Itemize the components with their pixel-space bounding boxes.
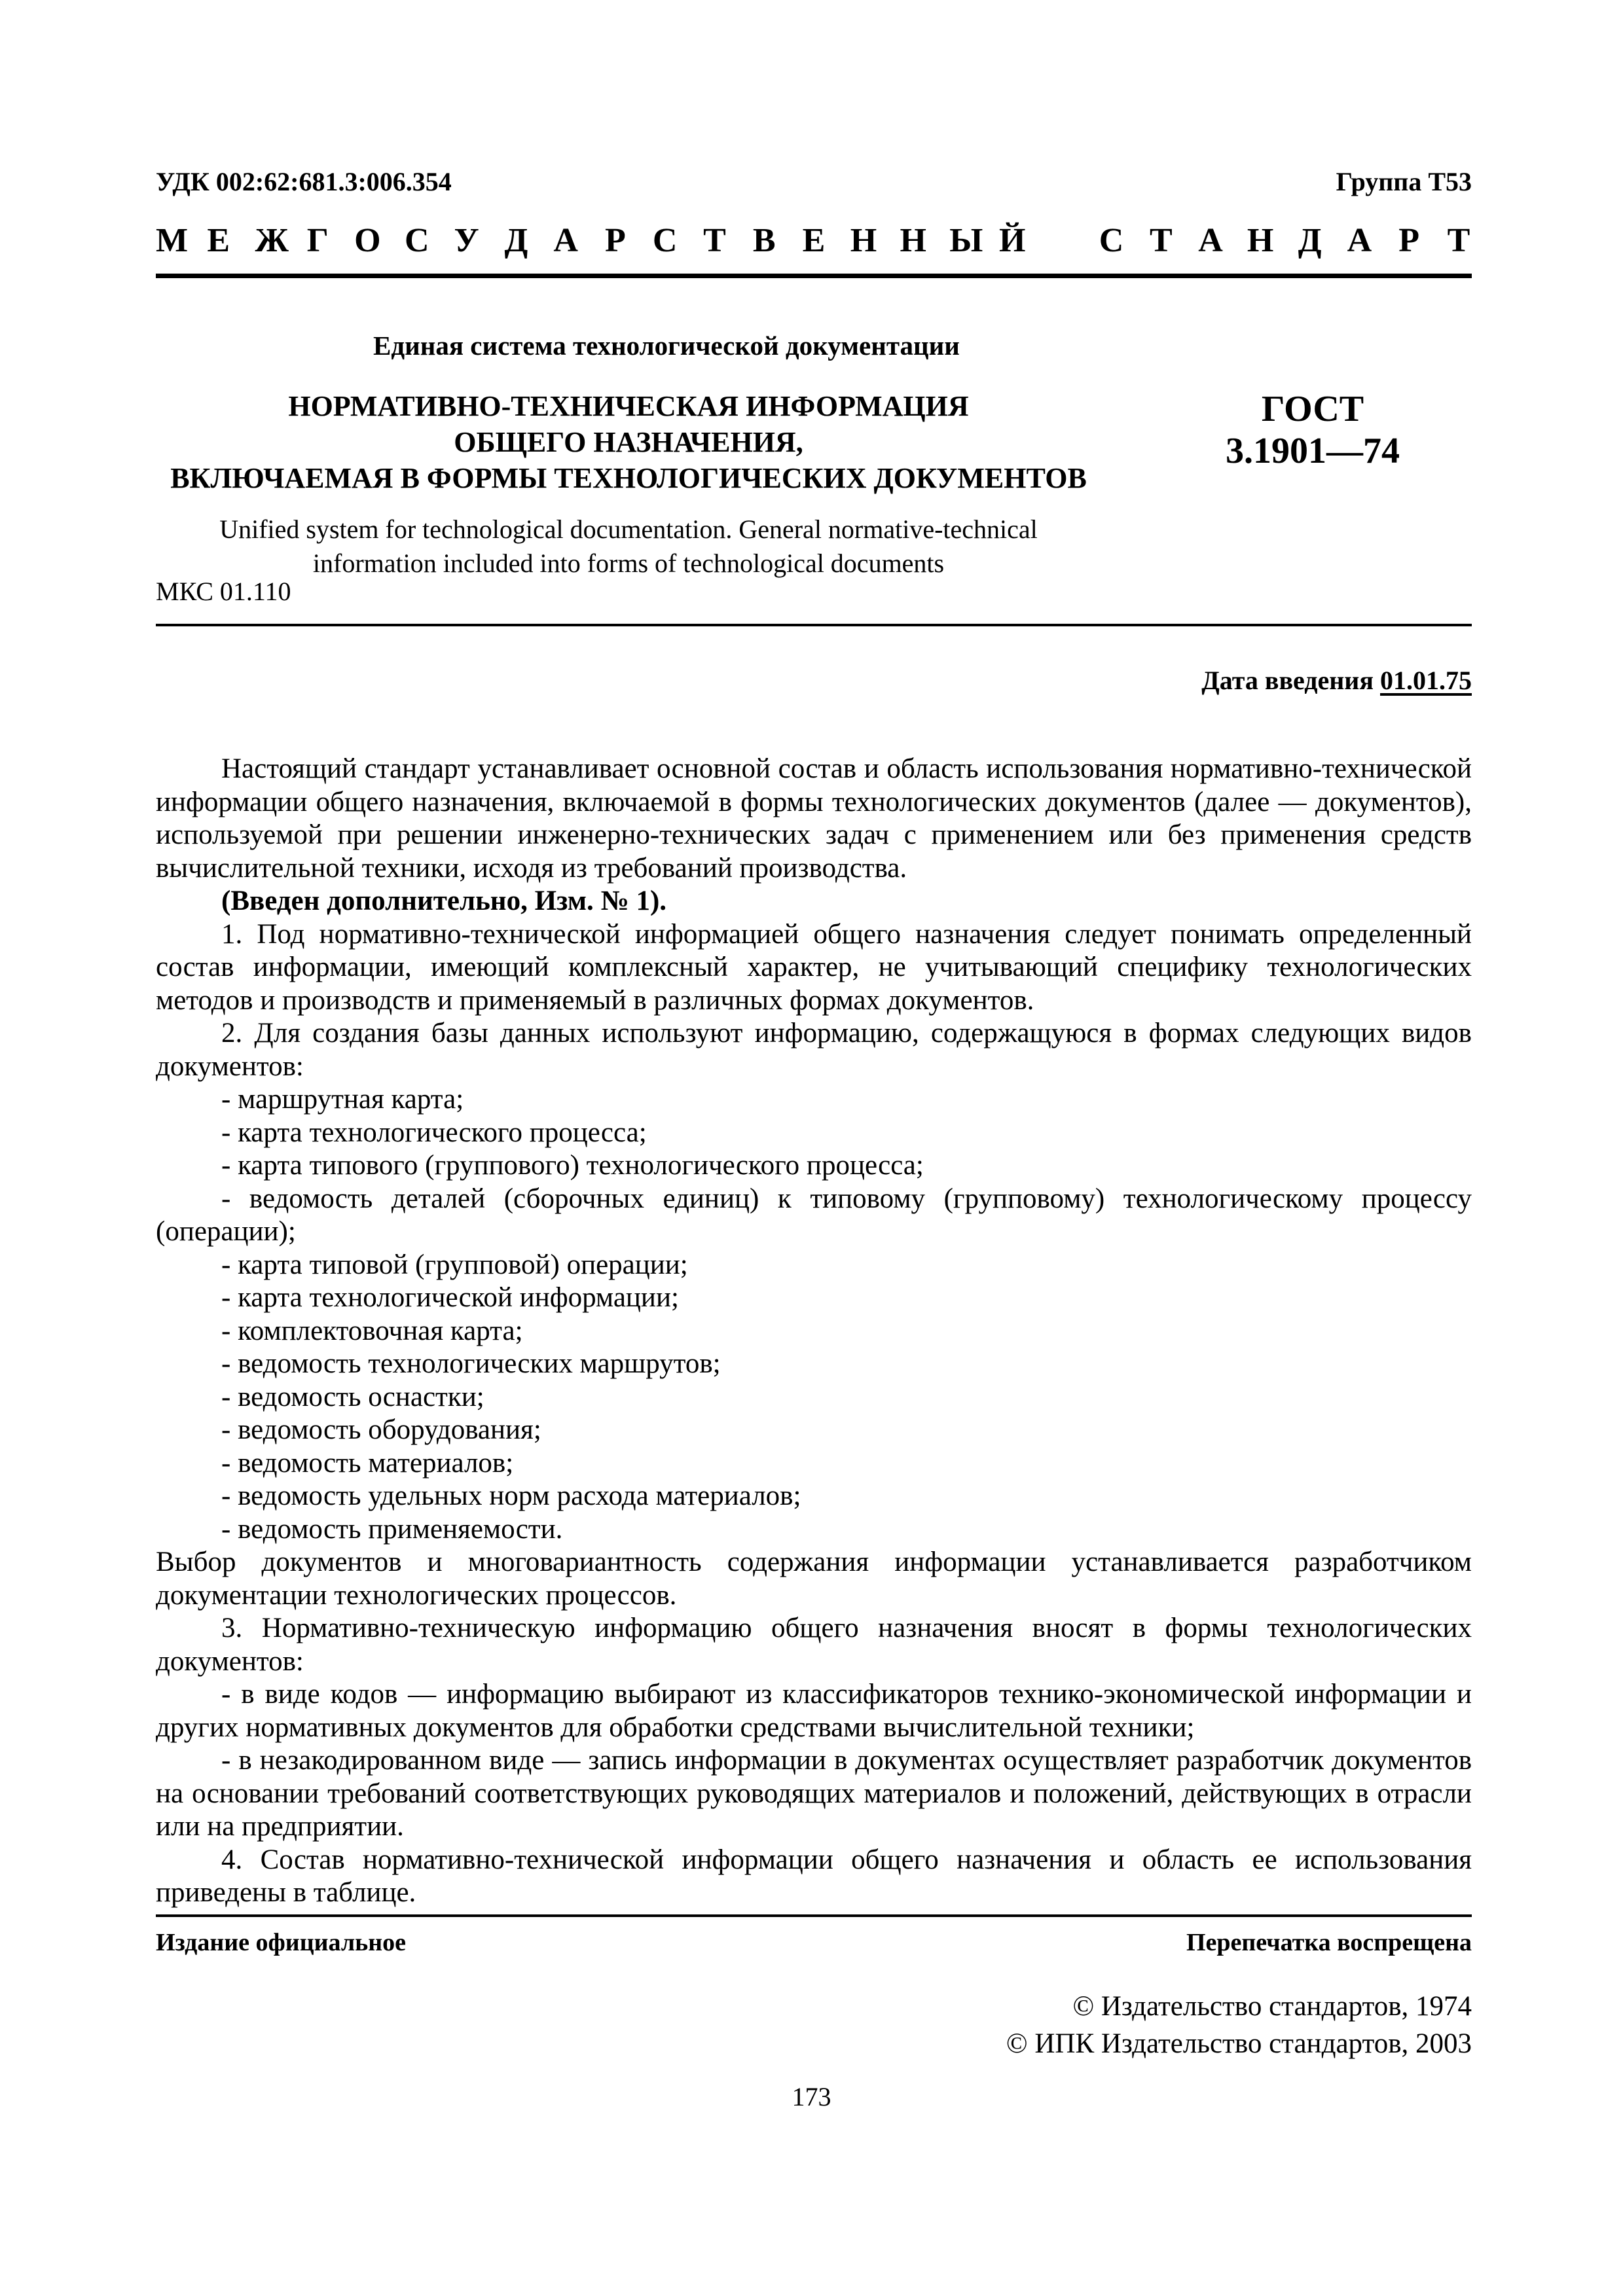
banner-letter: Ы xyxy=(949,221,983,259)
footer-rule xyxy=(156,1914,1472,1917)
banner-letter: А xyxy=(553,221,578,259)
mks-code: МКС 01.110 xyxy=(156,577,291,606)
clause-3-uncoded: - в незакодированном виде — запись информации в документах осуществляет разработчик документов на основании требований соответствующих руководящих материалов и положений, действующих в отрасли или на предприятии. xyxy=(156,1745,1472,1842)
banner-letter: А xyxy=(1198,221,1223,259)
intro-paragraph: Настоящий стандарт устанавливает основной состав и область использования нормативно-технической информации общего назначения, включаемой в формы технологических документов (далее — документов), используемой при решении инженерно-технических задач с применением или без применения средств вычислительной техники, исходя из требований производства. xyxy=(156,753,1472,884)
document-title xyxy=(157,388,1100,496)
english-title xyxy=(157,512,1100,581)
banner-letter: С xyxy=(405,221,429,259)
banner-letter: Р xyxy=(1398,221,1420,259)
banner-letter: М xyxy=(156,221,189,259)
list-item: - комплектовочная карта; xyxy=(221,1315,523,1346)
banner-letter: Д xyxy=(504,221,528,259)
english-title-line-2: information included into forms of technological documents xyxy=(312,548,945,578)
banner-letter: Т xyxy=(1149,221,1173,259)
list-item: - карта типовой (групповой) операции; xyxy=(221,1249,688,1280)
interstate-standard-banner xyxy=(156,218,1472,262)
introduction-date xyxy=(1201,665,1472,696)
list-item: - ведомость оснастки; xyxy=(221,1381,484,1412)
group-code: Группа Т53 xyxy=(1336,167,1472,196)
gost-label: ГОСТ xyxy=(1261,389,1364,429)
banner-letter: С xyxy=(652,221,678,259)
list-item: - маршрутная карта; xyxy=(221,1084,464,1115)
banner-letter: Г xyxy=(306,221,329,259)
list-item: - ведомость удельных норм расхода материалов; xyxy=(221,1480,801,1511)
title-line-2: ОБЩЕГО НАЗНАЧЕНИЯ, xyxy=(454,426,803,458)
banner-letter: У xyxy=(454,221,479,259)
clause-4: 4. Состав нормативно-технической информации общего назначения и область ее использования приведены в таблице. xyxy=(156,1844,1472,1908)
list-item: - ведомость деталей (сборочных единиц) к типовому (групповому) технологическому процессу (операции); xyxy=(156,1183,1472,1247)
list-item: - ведомость технологических маршрутов; xyxy=(221,1348,721,1379)
banner-letter: Н xyxy=(900,221,926,259)
english-title-line-1: Unified system for technological documentation. General normative-technical xyxy=(219,514,1038,544)
clause-3: 3. Нормативно-техническую информацию общего назначения вносят в формы технологических документов: xyxy=(156,1613,1472,1677)
intro-amendment-note: (Введен дополнительно, Изм. № 1). xyxy=(221,886,667,916)
banner-letter: С xyxy=(1099,221,1124,259)
banner-letter: Н xyxy=(1247,221,1274,259)
page-number: 173 xyxy=(792,2082,831,2111)
banner-letter: Д xyxy=(1298,221,1322,259)
title-line-3: ВКЛЮЧАЕМАЯ В ФОРМЫ ТЕХНОЛОГИЧЕСКИХ ДОКУМЕНТОВ xyxy=(170,462,1087,494)
clause-3-coded: - в виде кодов — информацию выбирают из классификаторов технико-экономической информации и других нормативных документов для обработки средствами вычислительной техники; xyxy=(156,1679,1472,1743)
title-rule xyxy=(156,624,1472,626)
header-rule xyxy=(156,274,1472,278)
list-item: - карта типового (группового) технологического процесса; xyxy=(221,1150,924,1181)
banner-letter: Й xyxy=(999,221,1026,259)
gost-number: 3.1901—74 xyxy=(1226,431,1400,471)
banner-letter: Н xyxy=(850,221,877,259)
banner-letter: Е xyxy=(802,221,826,259)
document-body xyxy=(156,753,1472,1910)
banner-letter: Р xyxy=(605,221,626,259)
copyright-block xyxy=(1006,1988,1472,2062)
gost-designation xyxy=(1214,388,1411,472)
clause-1: 1. Под нормативно-технической информацией общего назначения следует понимать определенный состав информации, имеющий комплексный характер, не учитывающий специфику технологических методов и производств и применяемый в различных формах документов. xyxy=(156,918,1472,1016)
date-label: Дата введения xyxy=(1201,666,1380,695)
series-title: Единая система технологической документации xyxy=(373,331,960,361)
date-value: 01.01.75 xyxy=(1380,666,1472,695)
clause-2: 2. Для создания базы данных используют информацию, содержащуюся в формах следующих видов документов: xyxy=(156,1018,1472,1082)
banner-letter: Е xyxy=(207,221,230,259)
title-line-1: НОРМАТИВНО-ТЕХНИЧЕСКАЯ ИНФОРМАЦИЯ xyxy=(288,390,969,422)
copyright-line-1: © Издательство стандартов, 1974 xyxy=(1072,1991,1472,2022)
banner-letter: Т xyxy=(1447,221,1470,259)
reprint-prohibited: Перепечатка воспрещена xyxy=(1186,1929,1472,1956)
clause-2-tail: Выбор документов и многовариантность содержания информации устанавливается разработчиком документации технологических процессов. xyxy=(156,1547,1472,1611)
banner-letter: В xyxy=(752,221,776,259)
banner-letter: А xyxy=(1347,221,1372,259)
official-edition: Издание официальное xyxy=(156,1929,407,1956)
list-item: - ведомость материалов; xyxy=(221,1447,514,1479)
list-item: - ведомость оборудования; xyxy=(221,1414,541,1445)
udk-code: УДК 002:62:681.3:006.354 xyxy=(156,167,452,196)
list-item: - карта технологического процесса; xyxy=(221,1117,647,1148)
banner-letter: Ж xyxy=(255,221,289,259)
banner-letter: О xyxy=(354,221,381,259)
copyright-line-2: © ИПК Издательство стандартов, 2003 xyxy=(1006,2028,1472,2059)
banner-letter: Т xyxy=(703,221,726,259)
list-item: - ведомость применяемости. xyxy=(221,1513,563,1545)
list-item: - карта технологической информации; xyxy=(221,1282,679,1313)
